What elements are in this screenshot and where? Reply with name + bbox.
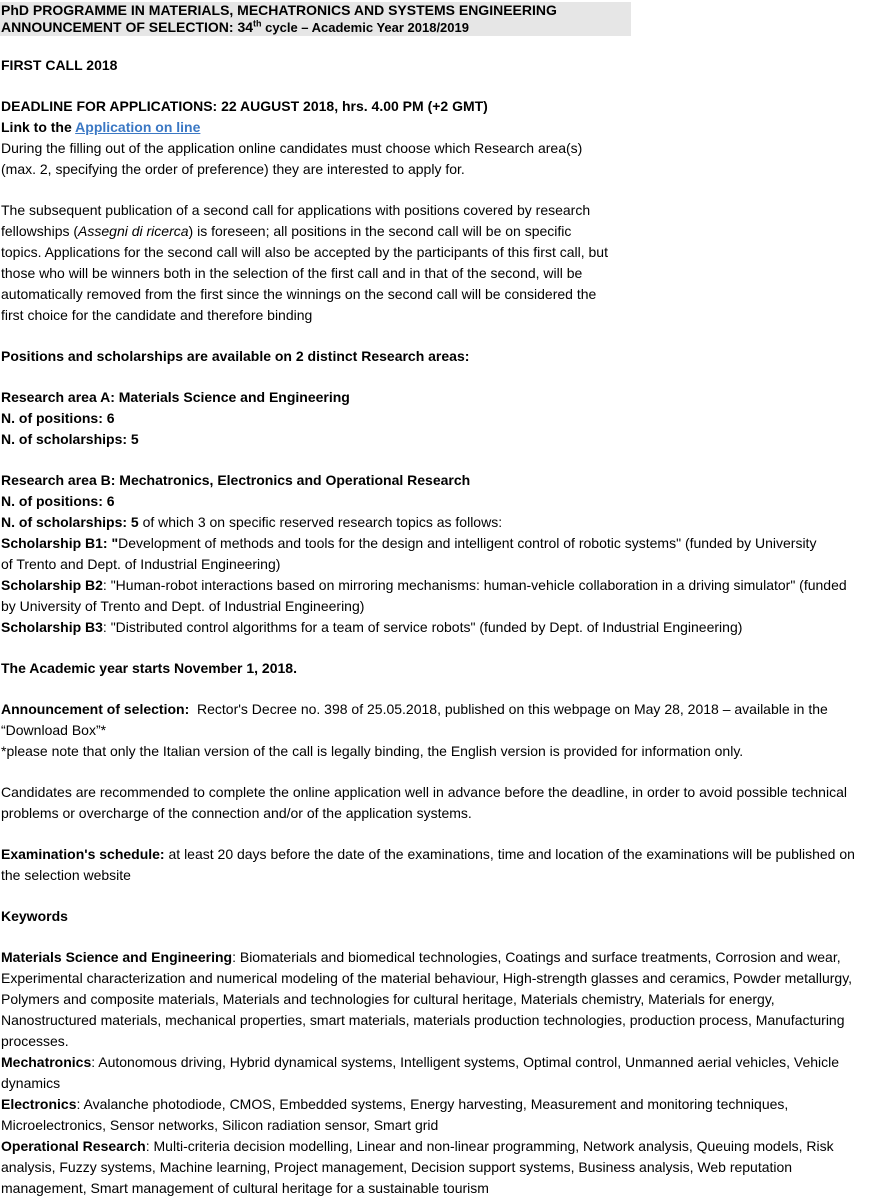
exam-label: Examination's schedule: — [1, 846, 165, 862]
paragraph-line: The subsequent publication of a second call for applications with positions covered by research — [1, 202, 591, 218]
cycle-text: cycle – Academic Year 2018/2019 — [261, 20, 469, 35]
scholarship-text: Development of methods and tools for the design and intelligent control of robotic systems" (funded by University — [118, 535, 817, 551]
paragraph-line: first choice for the candidate and therefore binding — [1, 307, 313, 323]
deadline-text: DEADLINE FOR APPLICATIONS: 22 AUGUST 2018, hrs. 4.00 PM (+2 GMT) — [1, 98, 488, 114]
keywords-heading: Keywords — [1, 908, 68, 924]
kw-line: management, Smart management of cultural heritage for a sustainable tourism — [1, 1180, 489, 1196]
paragraph-line: topics. Applications for the second call will also be accepted by the participants of this first call, but — [1, 244, 608, 260]
kw-label: Materials Science and Engineering — [1, 949, 233, 965]
scholarship-b2 — [1, 575, 847, 596]
exam-schedule — [1, 844, 855, 865]
application-link-line — [1, 117, 200, 138]
announcement-label: ANNOUNCEMENT OF SELECTION: — [1, 19, 234, 35]
kw-mechatronics — [1, 1052, 839, 1073]
paragraph-line: (max. 2, specifying the order of preference) they are interested to apply for. — [1, 161, 465, 177]
text-span: ) is foreseen; all positions in the second call will be on specific — [188, 223, 572, 239]
exam-schedule-cont: the selection website — [1, 867, 131, 883]
kw-line: Microelectronics, Sensor networks, Silicon radiation sensor, Smart grid — [1, 1117, 439, 1133]
kw-text: : Avalanche photodiode, CMOS, Embedded systems, Energy harvesting, Measurement and monitoring techniques, — [76, 1096, 789, 1112]
scholarship-b1-cont: of Trento and Dept. of Industrial Engineering) — [1, 556, 281, 572]
scholarship-b1 — [1, 533, 816, 554]
scholarship-label: Scholarship B2 — [1, 577, 103, 593]
italic-term: Assegni di ricerca — [78, 223, 189, 239]
kw-line: Nanostructured materials, mechanical properties, smart materials, materials production technologies, production process, Manufacturing — [1, 1012, 845, 1028]
announcement-title — [1, 19, 469, 36]
page-header — [0, 2, 631, 36]
call-title: FIRST CALL 2018 — [1, 57, 118, 73]
cycle-number: 34 — [237, 19, 254, 35]
cycle-suffix: th — [253, 18, 262, 29]
kw-electronics — [1, 1094, 788, 1115]
text-span: fellowships ( — [1, 223, 79, 239]
area-a-title: Research area A: Materials Science and Engineering — [1, 389, 350, 405]
kw-line: dynamics — [1, 1075, 61, 1091]
recommend-line: problems or overcharge of the connection and/or of the application systems. — [1, 805, 472, 821]
kw-label: Electronics — [1, 1096, 77, 1112]
kw-text: : Autonomous driving, Hybrid dynamical systems, Intelligent systems, Optimal control, Unmanned aerial vehicles, Vehicle — [91, 1054, 840, 1070]
area-b-title: Research area B: Mechatronics, Electronics and Operational Research — [1, 472, 471, 488]
scholarship-text: : "Human-robot interactions based on mirroring mechanisms: human-vehicle collaboration in a driving simulator" (funded — [102, 577, 847, 593]
programme-title: PhD PROGRAMME IN MATERIALS, MECHATRONICS AND SYSTEMS ENGINEERING — [1, 2, 557, 18]
paragraph-line: automatically removed from the first since the winnings on the second call will be considered the — [1, 286, 597, 302]
scholarship-b3 — [1, 617, 742, 638]
positions-heading: Positions and scholarships are available on 2 distinct Research areas: — [1, 348, 470, 364]
kw-label: Mechatronics — [1, 1054, 92, 1070]
kw-operational — [1, 1136, 834, 1157]
kw-text: : Biomaterials and biomedical technologies, Coatings and surface treatments, Corrosion and wear, — [232, 949, 841, 965]
announcement-note: *please note that only the Italian version of the call is legally binding, the English version is provided for information only. — [1, 743, 744, 759]
link-prefix: Link to the — [1, 119, 76, 135]
exam-text: at least 20 days before the date of the examinations, time and location of the examinations will be published on — [164, 846, 855, 862]
area-a-positions: N. of positions: 6 — [1, 410, 115, 426]
academic-year-text: The Academic year starts November 1, 2018. — [1, 660, 297, 676]
scholarship-label: Scholarship B3 — [1, 619, 103, 635]
scholarship-text: : "Distributed control algorithms for a team of service robots" (funded by Dept. of Industrial Engineering) — [102, 619, 743, 635]
announcement-text: Rector's Decree no. 398 of 25.05.2018, published on this webpage on May 28, 2018 – available in the — [189, 701, 828, 717]
area-a-scholarships: N. of scholarships: 5 — [1, 431, 139, 447]
scholarship-b2-cont: by University of Trento and Dept. of Industrial Engineering) — [1, 598, 365, 614]
area-b-scholarships — [1, 512, 502, 533]
recommend-line: Candidates are recommended to complete the online application well in advance before the deadline, in order to avoid possible technical — [1, 784, 847, 800]
paragraph-line: During the filling out of the application online candidates must choose which Research area(s) — [1, 140, 583, 156]
kw-line: Experimental characterization and numerical modeling of the material behaviour, High-strength glasses and ceramics, Powder metallurgy, — [1, 970, 853, 986]
kw-text: : Multi-criteria decision modelling, Linear and non-linear programming, Network analysis, Queuing models, Risk — [145, 1138, 834, 1154]
kw-line: Polymers and composite materials, Materials and technologies for cultural heritage, Materials chemistry, Materials for energy, — [1, 991, 775, 1007]
kw-materials — [1, 947, 841, 968]
announcement-line — [1, 699, 828, 720]
scholarships-label: N. of scholarships: 5 — [1, 514, 139, 530]
area-b-positions: N. of positions: 6 — [1, 493, 115, 509]
announcement-download-box: “Download Box”* — [1, 722, 107, 738]
paragraph-line — [1, 221, 571, 242]
kw-line: processes. — [1, 1033, 69, 1049]
application-online-link[interactable]: Application on line — [75, 119, 201, 135]
scholarship-label: Scholarship B1: " — [1, 535, 119, 551]
kw-line: analysis, Fuzzy systems, Machine learning, Project management, Decision support systems, Business analysis, Web reputation — [1, 1159, 793, 1175]
announcement-label: Announcement of selection: — [1, 701, 190, 717]
scholarships-note: of which 3 on specific reserved research topics as follows: — [138, 514, 503, 530]
kw-label: Operational Research — [1, 1138, 146, 1154]
paragraph-line: those who will be winners both in the selection of the first call and in that of the second, will be — [1, 265, 583, 281]
